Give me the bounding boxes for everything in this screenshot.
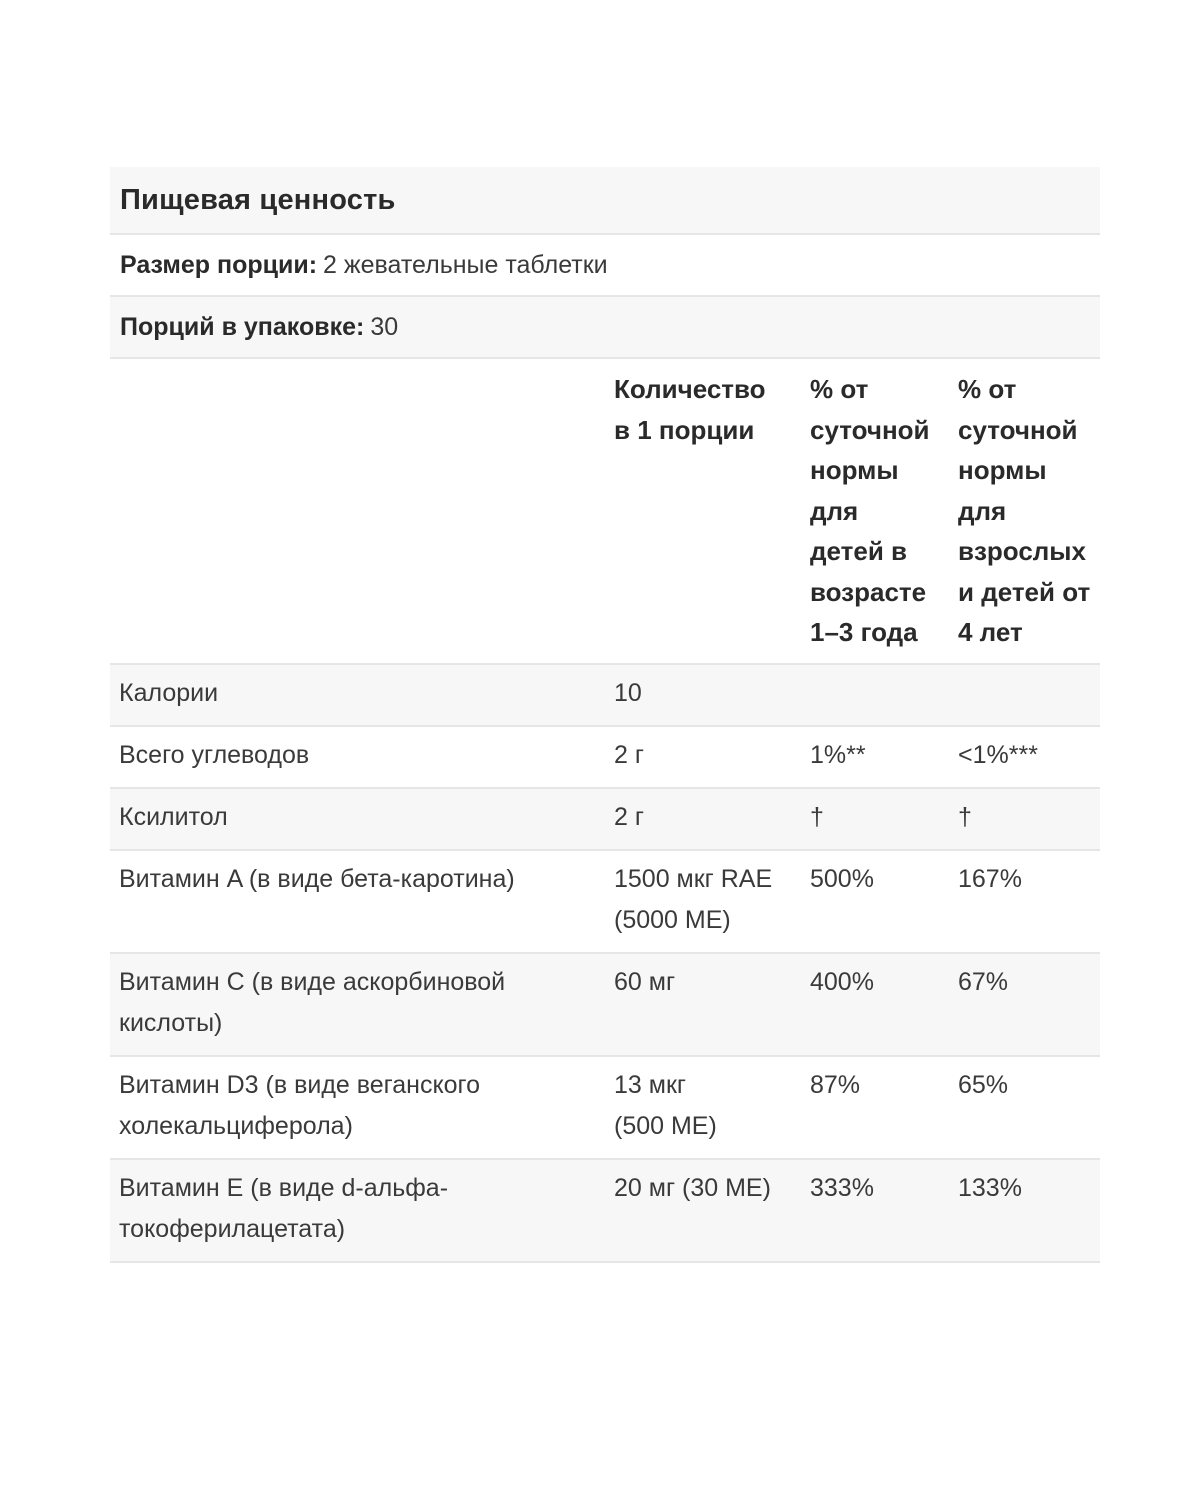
servings-per-container-label: Порций в упаковке: bbox=[120, 312, 365, 341]
table-column-header bbox=[110, 359, 1100, 665]
nutrient-kids-dv: † bbox=[810, 803, 824, 831]
nutrient-kids-dv: 1%** bbox=[810, 741, 866, 769]
nutrient-name: Калории bbox=[119, 679, 219, 707]
nutrient-amount: 2 г bbox=[614, 741, 644, 769]
facts-header bbox=[110, 167, 1100, 235]
nutrient-kids-dv: 87% bbox=[810, 1071, 861, 1099]
nutrient-amount: 1500 мкг RAE (5000 МЕ) bbox=[614, 865, 773, 934]
column-header-kids-dv: % от суточной нормы для детей в возрасте 1–3 года bbox=[810, 374, 930, 647]
nutrition-facts-table bbox=[110, 167, 1100, 1263]
serving-size-label: Размер порции: bbox=[120, 250, 318, 279]
nutrient-amount: 2 г bbox=[614, 803, 644, 831]
nutrient-adults-dv: 67% bbox=[958, 968, 1009, 996]
column-header-adults-dv: % от суточной нормы для взрослых и детей от 4 лет bbox=[958, 374, 1091, 647]
nutrient-amount: 10 bbox=[614, 679, 642, 707]
nutrient-row-vitamin-a bbox=[110, 851, 1100, 954]
nutrient-adults-dv: 133% bbox=[958, 1174, 1022, 1202]
nutrient-adults-dv: 167% bbox=[958, 865, 1022, 893]
serving-size-row bbox=[110, 235, 1100, 297]
serving-size-value: 2 жевательные таблетки bbox=[323, 250, 608, 279]
nutrient-amount: 60 мг bbox=[614, 968, 676, 996]
nutrient-kids-dv: 500% bbox=[810, 865, 874, 893]
nutrient-name: Всего углеводов bbox=[119, 741, 310, 769]
nutrient-row-calories bbox=[110, 665, 1100, 727]
column-header-amount: Количество в 1 порции bbox=[614, 374, 766, 445]
nutrient-row-xylitol bbox=[110, 789, 1100, 851]
nutrient-name: Витамин D3 (в виде веганского холекальциферола) bbox=[119, 1071, 481, 1140]
nutrient-amount: 13 мкг (500 МЕ) bbox=[614, 1071, 717, 1140]
nutrient-row-carbohydrates bbox=[110, 727, 1100, 789]
nutrient-row-vitamin-d3 bbox=[110, 1057, 1100, 1160]
nutrient-kids-dv: 400% bbox=[810, 968, 874, 996]
servings-per-container-value: 30 bbox=[370, 312, 399, 341]
nutrient-name: Витамин C (в виде аскорбиновой кислоты) bbox=[119, 968, 506, 1037]
nutrient-row-vitamin-c bbox=[110, 954, 1100, 1057]
nutrient-adults-dv: 65% bbox=[958, 1071, 1009, 1099]
nutrient-adults-dv: <1%*** bbox=[958, 741, 1038, 769]
nutrient-row-vitamin-e bbox=[110, 1160, 1100, 1263]
facts-title: Пищевая ценность bbox=[120, 183, 396, 216]
servings-per-container-row bbox=[110, 297, 1100, 359]
nutrient-kids-dv: 333% bbox=[810, 1174, 874, 1202]
nutrient-name: Витамин E (в виде d-альфа- токоферилацетата) bbox=[119, 1174, 449, 1243]
nutrient-name: Ксилитол bbox=[119, 803, 228, 831]
nutrient-adults-dv: † bbox=[958, 803, 972, 831]
nutrient-name: Витамин A (в виде бета-каротина) bbox=[119, 865, 515, 893]
nutrient-amount: 20 мг (30 МЕ) bbox=[614, 1174, 771, 1202]
